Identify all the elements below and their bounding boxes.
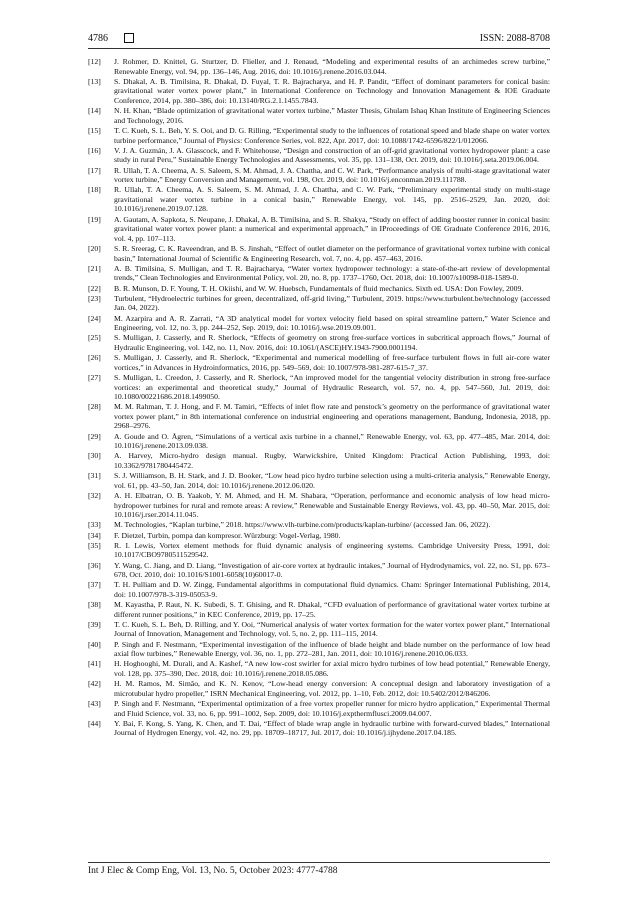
reference-item <box>88 294 550 313</box>
reference-text: R. Ullah, T. A. Cheema, A. S. Saleem, S. M. Ahmad, J. A. Chattha, and C. W. Park, “Performance analysis of multi-stage gravitational water vortex turbine,” Energy Conversion and Management, vol. 198, Oct. 2019, doi: 10.1016/j.enconman.2019.111788. <box>114 165 550 185</box>
reference-number: [28] <box>88 402 101 412</box>
reference-item <box>88 215 550 244</box>
reference-item <box>88 451 550 470</box>
reference-number: [22] <box>88 283 101 293</box>
reference-text: A. B. Timilsina, S. Mulligan, and T. R. Bajracharya, “Water vortex hydropower technology: a state-of-the-art review of developmental trends,” Clean Technologies and Environmental Policy, vol. 20, no. 8, pp. 1737–1760, Oct. 2018, doi: 10.1007/s10098-018-1589-0. <box>114 263 550 283</box>
reference-number: [12] <box>88 57 101 66</box>
reference-number: [24] <box>88 313 101 323</box>
reference-number: [30] <box>88 451 101 461</box>
reference-text: S. Mulligan, J. Casserly, and R. Sherlock, “Effects of geometry on strong free-surface vortices in subcritical approach flows,” Journal of Hydraulic Engineering, vol. 142, no. 11, Nov. 2016, doi: 10.1061/(ASCE)HY.1943-7900.0001194. <box>114 333 550 352</box>
reference-text: R. Ullah, T. A. Cheema, A. S. Saleem, S. M. Ahmad, J. A. Chattha, and C. W. Park, “Preliminary experimental study on multi-stage gravitational water vortex turbine in a conical basin,” Renewable Energy, vol. 145, pp. 2516–2529, Jan. 2020, doi: 10.1016/j.renene.2019.07.128. <box>114 185 550 214</box>
reference-number: [18] <box>88 185 101 195</box>
reference-number: [29] <box>88 431 101 441</box>
reference-item <box>88 146 550 165</box>
reference-text: A. H. Elbatran, O. B. Yaakob, Y. M. Ahmed, and H. M. Shabara, “Operation, performance and economic analysis of low head micro-hydropower turbines for rural and remote areas: A review,” Renewable and Sustainable Energy Reviews, vol. 43, pp. 40–50, Mar. 2015, doi: 10.1016/j.rser.2014.11.045. <box>114 491 550 520</box>
reference-item <box>88 471 550 490</box>
reference-number: [34] <box>88 530 101 540</box>
reference-item <box>88 640 550 659</box>
reference-item <box>88 600 550 619</box>
reference-text: T. C. Kueh, S. L. Beh, Y. S. Ooi, and D. G. Rilling, “Experimental study to the influences of rotational speed and blade shape on water vortex turbine performance,” Journal of Physics: Conference Series, vol. 822, Apr. 2017, doi: 10.1088/1742-6596/822/1/012066. <box>114 125 550 145</box>
reference-item <box>88 314 550 333</box>
checkbox-square-icon <box>124 33 134 43</box>
reference-item <box>88 679 550 698</box>
reference-item <box>88 432 550 451</box>
reference-item <box>88 166 550 185</box>
reference-number: [27] <box>88 372 101 382</box>
reference-text: M. Technologies, “Kaplan turbine,” 2018. https://www.vlh-turbine.com/products/kaplan-turbine/ (accessed Jan. 06, 2022). <box>114 520 491 530</box>
reference-item <box>88 491 550 520</box>
reference-text: S. Mulligan, L. Creedon, J. Casserly, and R. Sherlock, “An improved model for the tangential velocity distribution in strong free-surface vortices: an experimental and theoretical study,” Journal of Hydraulic Research, vol. 57, no. 4, pp. 547–560, Jul. 2019, doi: 10.1080/00221686.2018.1499050. <box>114 372 550 402</box>
reference-item <box>88 531 550 541</box>
reference-item <box>88 57 550 76</box>
reference-number: [31] <box>88 471 101 481</box>
reference-text: H. Hoghooghi, M. Durali, and A. Kashef, “A new low-cost swirler for axial micro hydro turbines of low head potential,” Renewable Energy, vol. 128, pp. 375–390, Dec. 2018, doi: 10.1016/j.renene.2018.05.086. <box>114 659 550 679</box>
reference-text: T. H. Pulliam and D. W. Zingg, Fundamental algorithms in computational fluid dynamics. Cham: Springer International Publishing, 2014, doi: 10.1007/978-3-319-05053-9. <box>114 580 550 599</box>
reference-item <box>88 185 550 214</box>
reference-number: [25] <box>88 333 101 343</box>
reference-text: Y. Wang, C. Jiang, and D. Liang, “Investigation of air-core vortex at hydraulic intakes,” Journal of Hydrodynamics, vol. 22, no. S1, pp. 673–678, Oct. 2010, doi: 10.1016/S1001-6058(10)60017-0. <box>114 560 550 580</box>
reference-item <box>88 264 550 283</box>
reference-item <box>88 699 550 718</box>
reference-text: M. Azarpira and A. R. Zarrati, “A 3D analytical model for vortex velocity field based on spiral streamline pattern,” Water Science and Engineering, vol. 12, no. 3, pp. 244–252, Sep. 2019, doi: 10.1016/j.wse.2019.09.001. <box>114 313 550 333</box>
reference-number: [38] <box>88 600 101 610</box>
reference-item <box>88 520 550 530</box>
reference-number: [16] <box>88 145 101 155</box>
reference-number: [15] <box>88 125 101 135</box>
reference-number: [39] <box>88 619 101 629</box>
reference-number: [40] <box>88 639 101 649</box>
reference-item <box>88 620 550 639</box>
reference-text: B. R. Munson, D. F. Young, T. H. Okiishi, and W. W. Huebsch, Fundamentals of fluid mechanics. Sixth ed. USA: Don Fowley, 2009. <box>114 283 524 293</box>
reference-number: [32] <box>88 491 101 500</box>
reference-number: [26] <box>88 353 101 363</box>
reference-item <box>88 402 550 431</box>
reference-number: [19] <box>88 214 101 224</box>
reference-text: A. Goude and O. Ågren, “Simulations of a vertical axis turbine in a channel,” Renewable Energy, vol. 63, pp. 477–485, Mar. 2014, doi: 10.1016/j.renene.2013.09.038. <box>114 431 550 451</box>
reference-number: [44] <box>88 718 101 728</box>
reference-number: [33] <box>88 520 101 530</box>
reference-item <box>88 126 550 145</box>
reference-number: [13] <box>88 76 101 86</box>
reference-item <box>88 541 550 560</box>
page-number: 4786 <box>88 33 108 44</box>
reference-number: [37] <box>88 580 101 590</box>
reference-text: Turbulent, “Hydroelectric turbines for green, decentralized, off-grid living,” Turbulent, 2019. https://www.turbulent.be/technology (accessed Jan. 04, 2022). <box>114 293 550 313</box>
footer-divider <box>88 862 550 863</box>
reference-item <box>88 373 550 402</box>
reference-text: H. M. Ramos, M. Simão, and K. N. Kenov, “Low-head energy conversion: A conceptual design and laboratory investigation of a microtubular hydro propeller,” ISRN Mechanical Engineering, vol. 2012, pp. 1–10, Feb. 2012, doi: 10.5402/2012/846206. <box>114 679 550 698</box>
reference-list <box>88 57 550 739</box>
reference-text: J. Rohmer, D. Knittel, G. Sturtzer, D. Flieller, and J. Renaud, “Modeling and experimental results of an archimedes screw turbine,” Renewable Energy, vol. 94, pp. 136–146, Aug. 2016, doi: 10.1016/j.renene.2016.03.044. <box>114 57 550 76</box>
journal-footer: Int J Elec & Comp Eng, Vol. 13, No. 5, October 2023: 4777-4788 <box>88 866 338 876</box>
reference-text: S. Mulligan, J. Casserly, and R. Sherlock, “Experimental and numerical modelling of free-surface turbulent flows in full air-core water vortices,” in Advances in Hydroinformatics, 2016, pp. 549–569, doi: 10.1007/978-981-287-615-7_37. <box>114 353 550 372</box>
reference-text: S. R. Sreerag, C. K. Raveendran, and B. S. Jinshah, “Effect of outlet diameter on the performance of gravitational vortex turbine with conical basin,” International Journal of Scientific & Engineering Research, vol. 7, no. 4, pp. 457–463, 2016. <box>114 244 550 263</box>
reference-number: [41] <box>88 659 101 669</box>
reference-item <box>88 333 550 352</box>
reference-text: F. Dietzel, Turbin, pompa dan kompresor. Würzburg: Vogel-Verlag, 1980. <box>114 530 341 540</box>
reference-text: A. Gautam, A. Sapkota, S. Neupane, J. Dhakal, A. B. Timilsina, and S. R. Shakya, “Study on effect of adding booster runner in conical basin: gravitational water vortex power plant: a numerical and experimental approach,” in IProceedings of OE Graduate Conference 2016, 2016, vol. 4, pp. 107–113. <box>114 214 550 243</box>
reference-number: [43] <box>88 699 101 708</box>
reference-text: V. J. A. Guzmán, J. A. Glasscock, and F. Whitehouse, “Design and construction of an off-grid gravitational vortex hydropower plant: a case study in rural Peru,” Sustainable Energy Technologies and Assessments, vol. 35, pp. 131–138, Oct. 2019, doi: 10.1016/j.seta.2019.06.004. <box>114 145 550 165</box>
reference-item <box>88 580 550 599</box>
reference-number: [14] <box>88 106 101 116</box>
reference-item <box>88 719 550 738</box>
reference-item <box>88 353 550 372</box>
reference-item <box>88 77 550 106</box>
header-divider <box>88 48 550 49</box>
reference-text: R. I. Lewis, Vortex element methods for fluid dynamic analysis of engineering systems. Cambridge University Press, 1991, doi: 10.1017/CBO9780511529542. <box>114 540 550 560</box>
reference-text: P. Singh and F. Nestmann, “Experimental optimization of a free vortex propeller runner for micro hydro application,” Experimental Thermal and Fluid Science, vol. 33, no. 6, pp. 991–1002, Sep. 2009, doi: 10.1016/j.expthermflusci.2009.04.007. <box>114 699 550 718</box>
reference-number: [42] <box>88 679 101 689</box>
page-header <box>88 30 550 48</box>
reference-item <box>88 284 550 294</box>
reference-text: A. Harvey, Micro-hydro design manual. Rugby, Warwickshire, United Kingdom: Practical Action Publishing, 1993, doi: 10.3362/9781780445472. <box>114 451 550 471</box>
reference-number: [17] <box>88 165 101 175</box>
reference-text: N. H. Khan, “Blade optimization of gravitational water vortex turbine,” Master Thesis, Ghulam Ishaq Khan Institute of Engineering Sciences and Technology, 2016. <box>114 106 550 125</box>
reference-text: P. Singh and F. Nestmann, “Experimental investigation of the influence of blade height and blade number on the performance of low head axial flow turbines,” Renewable Energy, vol. 36, no. 1, pp. 272–281, Jan. 2011, doi: 10.1016/j.renene.2010.06.033. <box>114 639 550 659</box>
reference-text: M. Kayastha, P. Raut, N. K. Subedi, S. T. Ghising, and R. Dhakal, “CFD evaluation of performance of gravitational water vortex turbine at different runner positions,” in KEC Conference, 2019, pp. 17–25. <box>114 600 550 619</box>
reference-item <box>88 244 550 263</box>
reference-text: S. J. Williamson, B. H. Stark, and J. D. Booker, “Low head pico hydro turbine selection using a multi-criteria analysis,” Renewable Energy, vol. 61, pp. 43–50, Jan. 2014, doi: 10.1016/j.renene.2012.06.020. <box>114 471 550 490</box>
reference-number: [23] <box>88 293 101 303</box>
reference-number: [20] <box>88 244 101 254</box>
reference-item <box>88 659 550 678</box>
reference-item <box>88 106 550 125</box>
reference-text: M. M. Rahman, T. J. Hong, and F. M. Tamiri, “Effects of inlet flow rate and penstock’s geometry on the performance of gravitational water vortex power plant,” in 8th international conference on industrial engineering and operations management, Bandung, Indonesia, 2018, pp. 2968–2976. <box>114 402 550 431</box>
issn-label: ISSN: 2088-8708 <box>479 33 550 44</box>
reference-text: S. Dhakal, A. B. Timilsina, R. Dhakal, D. Fuyal, T. R. Bajracharya, and H. P. Pandit, “Effect of dominant parameters for conical basin: gravitational water vortex power plant,” in International Conference on Technology and Innovation Management & IOE Graduate Conference, 2014, pp. 380–386, doi: 10.13140/RG.2.1.1455.7843. <box>114 76 550 105</box>
reference-text: T. C. Kueh, S. L. Beh, D. Rilling, and Y. Ooi, “Numerical analysis of water vortex formation for the water vortex power plant,” International Journal of Innovation, Management and Technology, vol. 5, no. 2, pp. 111–115, 2014. <box>114 619 550 639</box>
reference-number: [35] <box>88 540 101 550</box>
reference-item <box>88 561 550 580</box>
reference-text: Y. Bai, F. Kong, S. Yang, K. Chen, and T. Dai, “Effect of blade wrap angle in hydraulic turbine with forward-curved blades,” International Journal of Hydrogen Energy, vol. 42, no. 29, pp. 18709–18717, Jul. 2017, doi: 10.1016/j.ijhydene.2017.04.185. <box>114 718 550 738</box>
reference-number: [21] <box>88 263 101 273</box>
reference-number: [36] <box>88 560 101 570</box>
